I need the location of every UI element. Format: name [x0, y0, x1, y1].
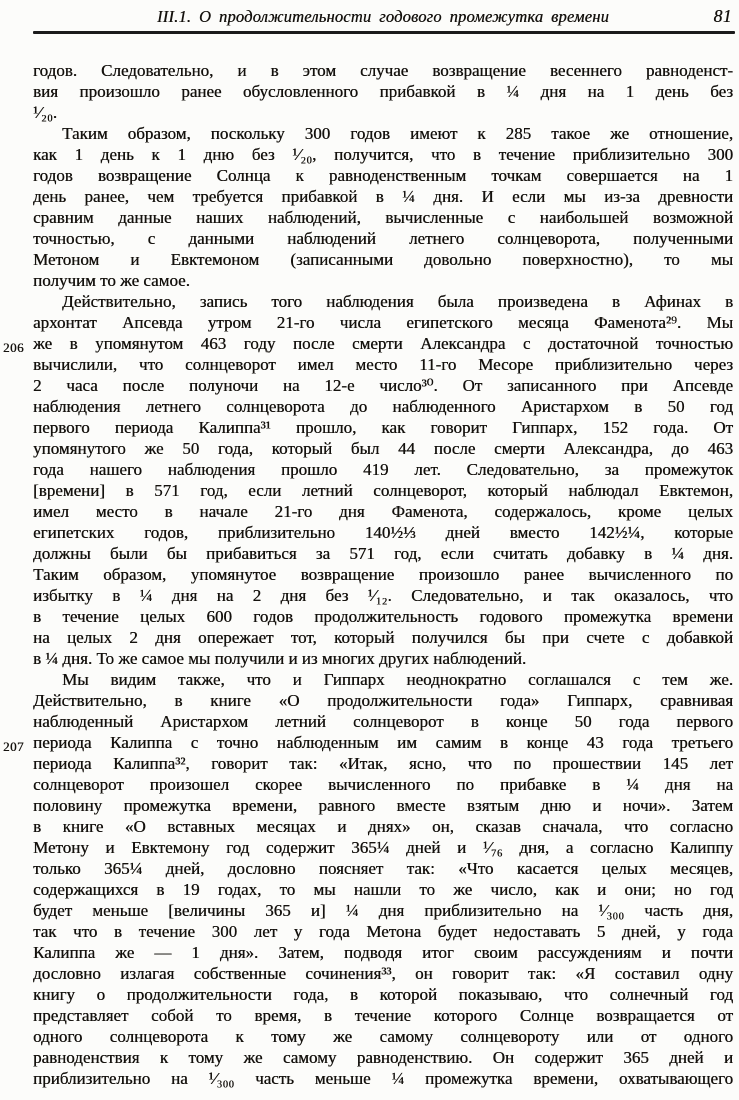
text-line: первого периода Калиппа³¹ прошло, как говорит Гиппарх, 152 года. От — [33, 418, 733, 437]
text-line: ¹⁄₂₀. — [33, 103, 58, 122]
text-line: египетских годов, приблизительно 140½⅓ дней вместо 142½¼, которые — [33, 523, 733, 542]
text-line: годов. Следовательно, и в этом случае возвращение весеннего равноденст- — [33, 61, 733, 80]
text-line: наблюдения летнего солнцеворота до наблюденного Аристархом в 50 год — [33, 397, 733, 416]
text-line: равноденствия к тому же самому равноденствию. Он содержит 365 дней и — [33, 1048, 733, 1067]
text-line: вия произошло ранее обусловленного прибавкой в ¼ дня на 1 день без — [33, 82, 733, 101]
text-line: одного солнцеворота к тому же самому солнцевороту или от одного — [33, 1027, 733, 1046]
text-line: Метону и Евктемону год содержит 365¼ дней и ¹⁄₇₆ дня, а согласно Калиппу — [33, 838, 733, 857]
text-line: в течение целых 600 годов продолжительность годового промежутка времени — [33, 607, 733, 626]
text-line: упомянутого же 50 года, который был 44 после смерти Александра, до 463 — [33, 439, 733, 458]
text-line: сравним данные наших наблюдений, вычисленные с наибольшей возможной — [33, 208, 733, 227]
text-line: наблюденный Аристархом летний солнцеворот в конце 50 года первого — [33, 712, 733, 731]
text-line: в ¼ дня. То же самое мы получили и из многих других наблюдений. — [33, 649, 527, 668]
text-line: Таким образом, упомянутое возвращение произошло ранее вычисленного по — [33, 565, 733, 584]
text-line: как 1 день к 1 дню без ¹⁄₂₀, получится, что в течение приблизительно 300 — [33, 145, 733, 164]
running-header-title: III.1. О продолжительности годового промежутка времени — [156, 7, 610, 26]
text-line: Таким образом, поскольку 300 годов имеют к 285 такое же отношение, — [62, 124, 733, 143]
text-line: же в упомянутом 463 году после смерти Александра с достаточной точностью 206 — [33, 333, 733, 354]
text-line: в книге «О вставных месяцах и днях» он, сказав сначала, что согласно — [33, 817, 733, 836]
text-line: будет меньше [величины 365 и] ¼ дня приблизительно на ¹⁄₃₀₀ часть дня, — [33, 901, 733, 920]
text-line: приблизительно на ¹⁄₃₀₀ часть меньше ¼ промежутка времени, охватывающего — [33, 1069, 733, 1088]
text-line: архонтат Апсевда утром 21-го числа египетского месяца Фаменота²⁹. Мы — [33, 313, 733, 332]
text-line: избытку в ¼ дня на 2 дня без ¹⁄₁₂. Следовательно, и так оказалось, что — [33, 586, 733, 605]
text-line: Действительно, в книге «О продолжительности года» Гиппарх, сравнивая — [33, 691, 733, 710]
text-line: представляет собой то время, в течение которого Солнце возвращается от — [33, 1006, 733, 1025]
text-line: солнцеворот произошел скорее вычисленного по прибавке в ¼ дня на — [33, 775, 733, 794]
text-line: имел место в начале 21-го дня Фаменота, содержалось, кроме целых — [33, 502, 733, 521]
text-line: Калиппа же — 1 дня». Затем, подводя итог своим рассуждениям и почти — [33, 943, 733, 962]
text-line: получим то же самое. — [33, 271, 190, 290]
text-line: периода Калиппа³², говорит так: «Итак, ясно, что по прошествии 145 лет — [33, 754, 733, 773]
text-line: годов возвращение Солнца к равноденственным точкам совершается на 1 — [33, 166, 733, 185]
text-line: дословно излагая собственные сочинения³³, он говорит так: «Я составил одну — [33, 964, 733, 983]
text-line: день ранее, чем требуется прибавкой в ¼ дня. И если мы из-за древности — [33, 187, 733, 206]
text-line: так что в течение 300 лет у года Метона будет недоставать 5 дней, у года — [33, 922, 733, 941]
body-text — [3, 60, 733, 1089]
text-line: года нашего наблюдения прошло 419 лет. Следовательно, за промежуток — [33, 460, 733, 479]
text-line: только 365¼ дней, дословно поясняет так: «Что касается целых месяцев, — [33, 859, 733, 878]
text-line: вычислили, что солнцеворот имел место 11-го Месоре приблизительно через — [33, 355, 733, 374]
paragraph — [3, 669, 733, 1089]
text-line: точностью, с данными наблюдений летнего солнцеворота, полученными — [33, 229, 733, 248]
text-line: книгу о продолжительности года, в которой показываю, что солнечный год — [33, 985, 733, 1004]
paragraph — [33, 60, 733, 123]
paragraph — [3, 291, 733, 669]
text-line: на целых 2 дня опережает тот, который получился бы при счете с добавкой — [33, 628, 733, 647]
text-line: Действительно, запись того наблюдения была произведена в Афинах в — [62, 292, 733, 311]
text-line: Метоном и Евктемоном (записанными довольно поверхностно), то мы — [33, 250, 733, 269]
header-rule — [33, 31, 735, 34]
page-number: 81 — [713, 6, 732, 26]
margin-line-number: 207 — [3, 738, 24, 754]
text-line: должны были бы прибавиться за 571 год, если считать добавку в ¼ дня. — [33, 544, 733, 563]
text-line: периода Калиппа с точно наблюденным им самим в конце 43 года третьего 207 — [33, 732, 733, 753]
paragraph — [33, 123, 733, 291]
margin-line-number: 206 — [3, 339, 24, 355]
text-line: содержащихся в 19 годах, то мы нашли то же число, как и они; но год — [33, 880, 733, 899]
text-line: Мы видим также, что и Гиппарх неоднократно соглашался с тем же. — [62, 670, 733, 689]
text-line: половину промежутка времени, равного вместе взятым дню и ночи». Затем — [33, 796, 733, 815]
text-line: 2 часа после полуночи на 12-е число³⁰. От записанного при Апсевде — [33, 376, 733, 395]
text-line: [времени] в 571 год, если летний солнцеворот, который наблюдал Евктемон, — [33, 481, 733, 500]
